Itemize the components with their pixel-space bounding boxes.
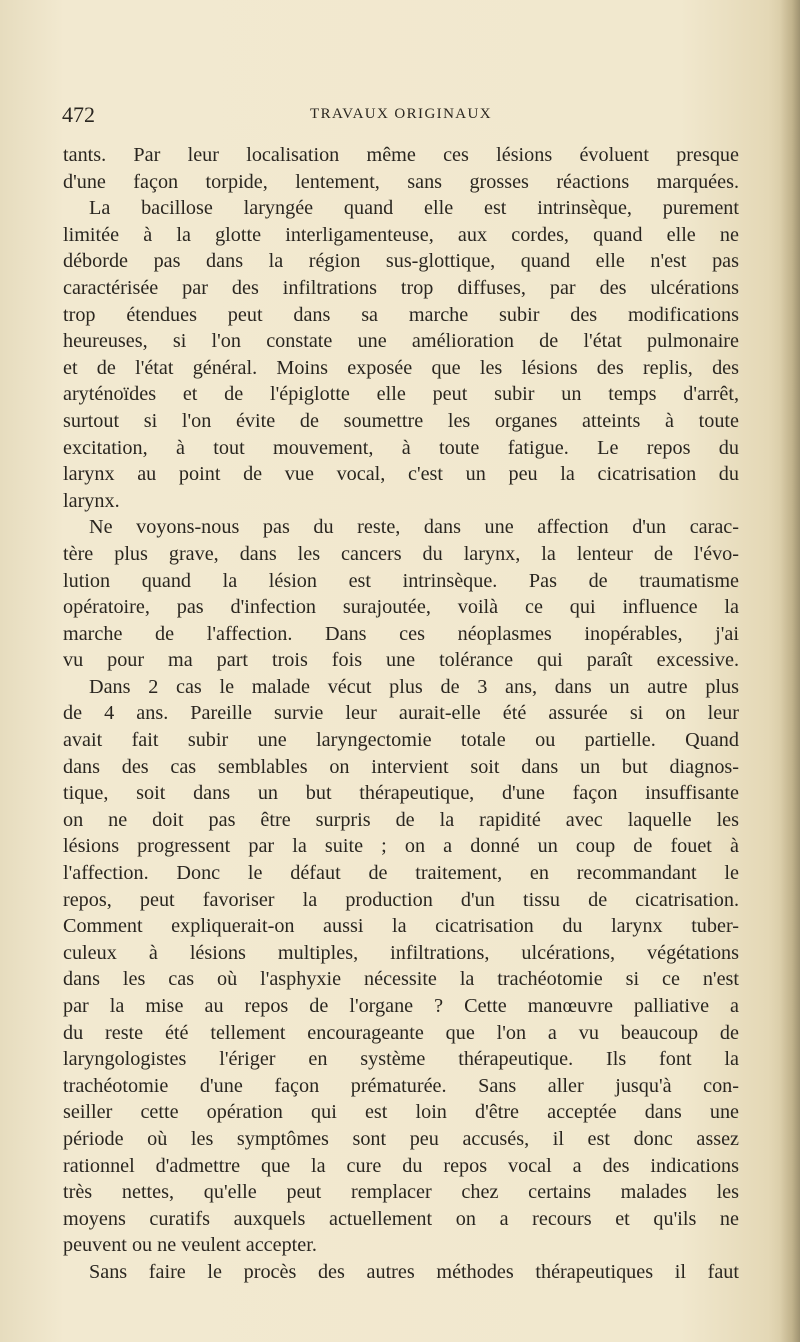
text-line: période où les symptômes sont peu accusés, il est donc assez (63, 1127, 739, 1150)
text-line: dans les cas où l'asphyxie nécessite la trachéotomie si ce n'est (63, 968, 739, 991)
text-line: repos, peut favoriser la production d'un tissu de cicatrisation. (63, 888, 739, 911)
text-line: du reste été tellement encourageante que l'on a vu beaucoup de (63, 1021, 739, 1044)
text-line: heureuses, si l'on constate une amélioration de l'état pulmonaire (63, 330, 739, 353)
text-line: aryténoïdes et de l'épiglotte elle peut subir un temps d'arrêt, (63, 383, 739, 406)
text-line: l'affection. Donc le défaut de traitement, en recommandant le (63, 862, 739, 885)
text-line: déborde pas dans la région sus-glottique, quand elle n'est pas (63, 250, 739, 273)
text-line: excitation, à tout mouvement, à toute fatigue. Le repos du (63, 436, 739, 459)
text-line: Ne voyons-nous pas du reste, dans une affection d'un carac- (89, 516, 739, 539)
text-line: laryngologistes l'ériger en système thérapeutique. Ils font la (63, 1048, 739, 1071)
text-line: trop étendues peut dans sa marche subir des modifications (63, 303, 739, 326)
text-line: marche de l'affection. Dans ces néoplasmes inopérables, j'ai (63, 622, 739, 645)
text-line: opératoire, pas d'infection surajoutée, voilà ce qui influence la (63, 596, 739, 619)
text-line: La bacillose laryngée quand elle est intrinsèque, purement (89, 197, 739, 220)
text-line: de 4 ans. Pareille survie leur aurait-elle été assurée si on leur (63, 702, 739, 725)
running-title: TRAVAUX ORIGINAUX (310, 106, 493, 122)
text-line: vu pour ma part trois fois une tolérance qui paraît excessive. (63, 649, 739, 672)
text-line: peuvent ou ne veulent accepter. (63, 1234, 317, 1257)
text-line: moyens curatifs auxquels actuellement on a recours et qu'ils ne (63, 1207, 739, 1230)
text-line: larynx. (63, 489, 120, 512)
text-line: surtout si l'on évite de soumettre les organes atteints à toute (63, 409, 739, 432)
page-number: 472 (62, 102, 95, 127)
text-line: très nettes, qu'elle peut remplacer chez certains malades les (63, 1181, 739, 1204)
text-line: culeux à lésions multiples, infiltrations, ulcérations, végétations (63, 941, 739, 964)
body-text (63, 142, 739, 1286)
text-line: seiller cette opération qui est loin d'être acceptée dans une (63, 1101, 739, 1124)
text-line: Sans faire le procès des autres méthodes thérapeutiques il faut (89, 1260, 739, 1283)
page-edge-shadow (780, 0, 800, 1342)
text-line: Comment expliquerait-on aussi la cicatrisation du larynx tuber- (63, 915, 739, 938)
text-line: larynx au point de vue vocal, c'est un peu la cicatrisation du (63, 463, 739, 486)
text-line: et de l'état général. Moins exposée que les lésions des replis, des (63, 356, 739, 379)
text-line: dans des cas semblables on intervient soit dans un but diagnos- (63, 755, 739, 778)
text-line: Dans 2 cas le malade vécut plus de 3 ans, dans un autre plus (89, 675, 739, 698)
text-line: caractérisée par des infiltrations trop diffuses, par des ulcérations (63, 276, 739, 299)
text-line: d'une façon torpide, lentement, sans grosses réactions marquées. (63, 170, 739, 193)
text-line: tère plus grave, dans les cancers du larynx, la lenteur de l'évo- (63, 542, 739, 565)
text-line: trachéotomie d'une façon prématurée. Sans aller jusqu'à con- (63, 1074, 739, 1097)
text-line: tants. Par leur localisation même ces lésions évoluent presque (63, 144, 739, 166)
text-line: lution quand la lésion est intrinsèque. Pas de traumatisme (63, 569, 739, 592)
text-line: rationnel d'admettre que la cure du repos vocal a des indications (63, 1154, 739, 1177)
text-line: lésions progressent par la suite ; on a donné un coup de fouet à (63, 835, 739, 858)
text-line: tique, soit dans un but thérapeutique, d'une façon insuffisante (63, 782, 739, 805)
page-header (62, 100, 737, 130)
text-line: limitée à la glotte interligamenteuse, aux cordes, quand elle ne (63, 223, 739, 246)
text-line: on ne doit pas être surpris de la rapidité avec laquelle les (63, 808, 739, 831)
text-line: avait fait subir une laryngectomie totale ou partielle. Quand (63, 729, 739, 752)
text-line: par la mise au repos de l'organe ? Cette manœuvre palliative a (63, 995, 739, 1017)
